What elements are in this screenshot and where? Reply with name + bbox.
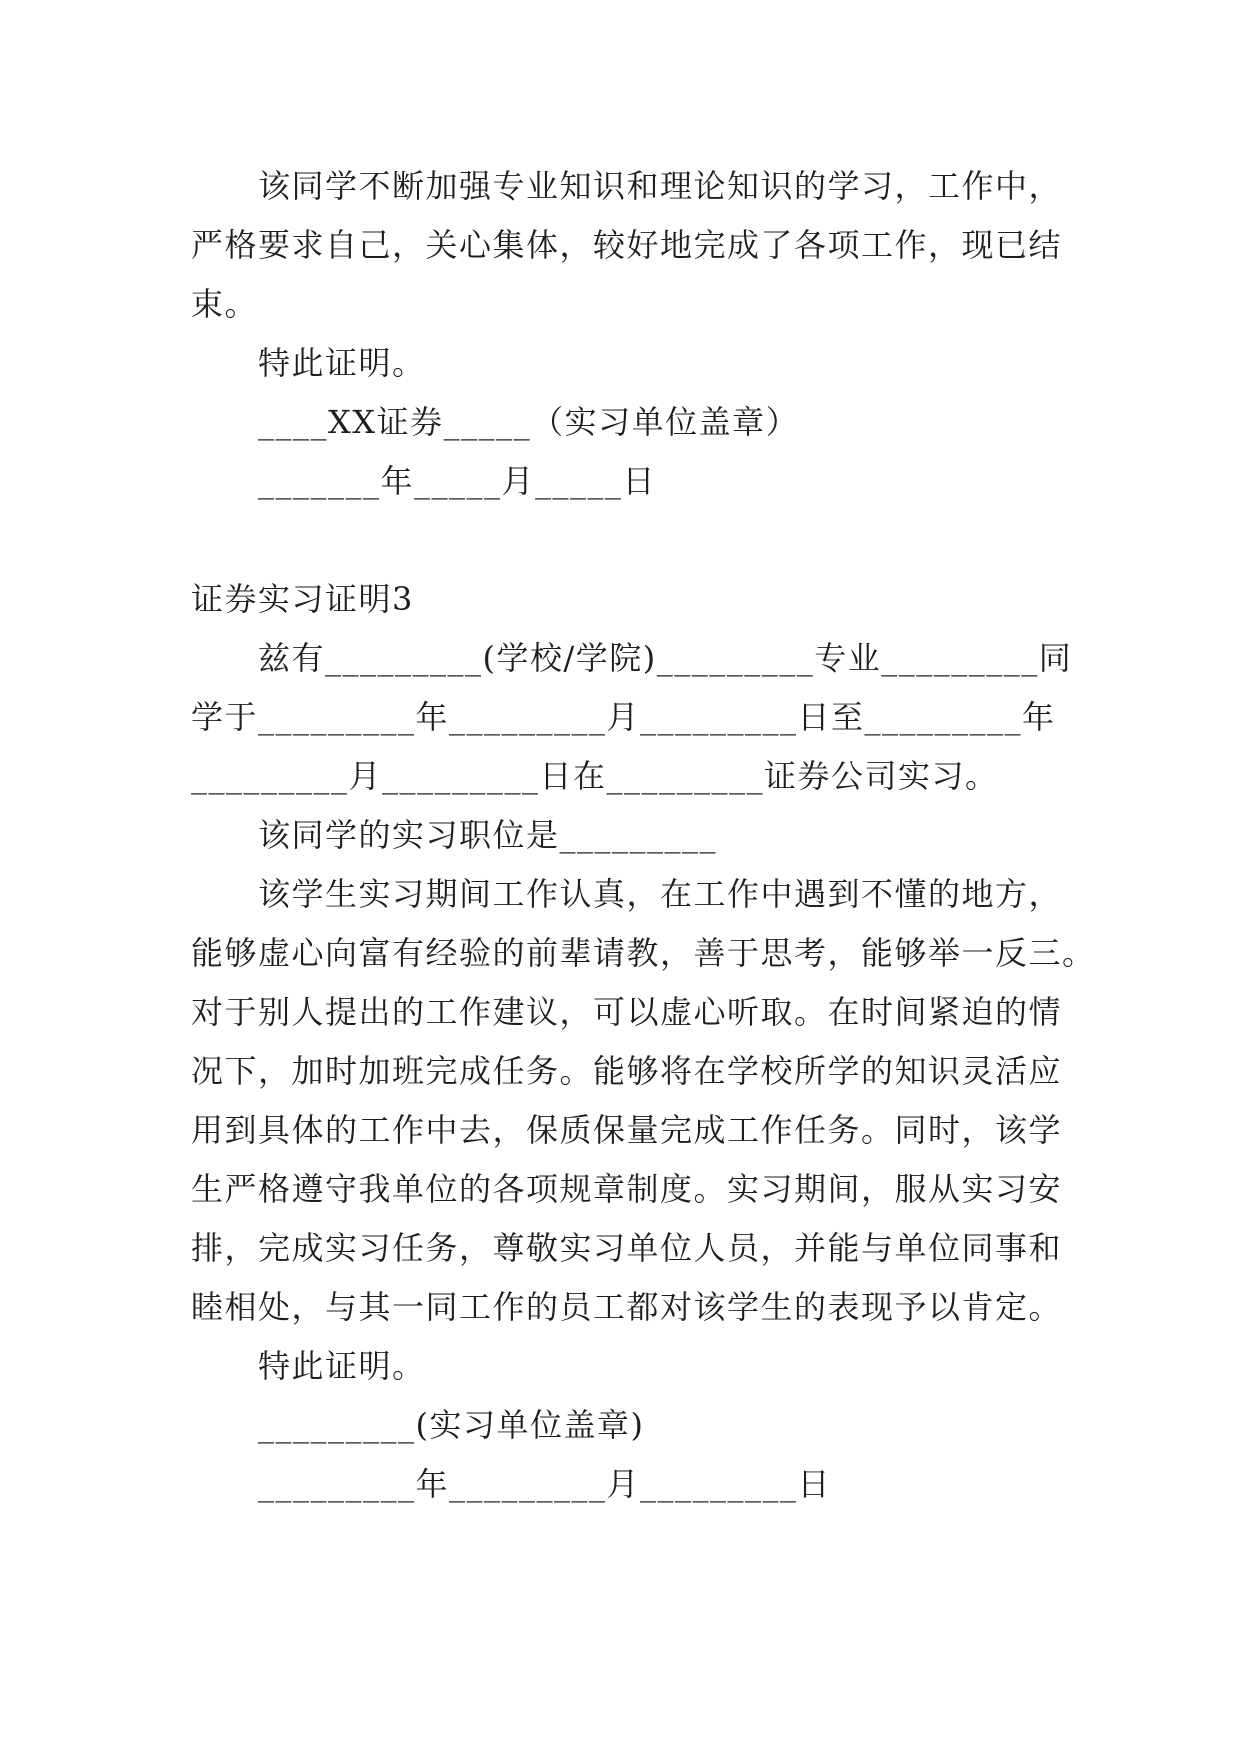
body-paragraph-line: 严格要求自己，关心集体，较好地完成了各项工作，现已结 [191, 226, 1063, 264]
body-paragraph-line: 该同学不断加强专业知识和理论知识的学习，工作中， [258, 167, 1063, 205]
date-line: _________年_________月_________日 [258, 1465, 832, 1503]
evaluation-line: 况下，加时加班完成任务。能够将在学校所学的知识灵活应 [191, 1052, 1063, 1090]
blank-line [0, 511, 1241, 570]
date-line: _______年_____月_____日 [258, 462, 657, 500]
intro-line: _________月_________日在_________证券公司实习。 [191, 757, 999, 795]
evaluation-line: 用到具体的工作中去，保质保量完成工作任务。同时，该学 [191, 1111, 1063, 1149]
evaluation-line: 该学生实习期间工作认真，在工作中遇到不懂的地方， [258, 875, 1063, 913]
closing-statement: 特此证明。 [258, 344, 426, 382]
body-paragraph-line: 束。 [191, 285, 259, 323]
evaluation-line: 能够虚心向富有经验的前辈请教，善于思考，能够举一反三。 [191, 934, 1096, 972]
evaluation-line: 睦相处，与其一同工作的员工都对该学生的表现予以肯定。 [191, 1288, 1063, 1326]
intro-line: 学于_________年_________月_________日至_________年 [191, 698, 1056, 736]
certificate-2-tail [0, 157, 1241, 511]
position-line: 该同学的实习职位是_________ [258, 816, 718, 854]
intro-line: 兹有_________(学校/学院)_________专业_________同 [258, 639, 1073, 677]
evaluation-line: 对于别人提出的工作建议，可以虚心听取。在时间紧迫的情 [191, 993, 1063, 1031]
certificate-3 [0, 570, 1241, 1514]
evaluation-line: 生严格遵守我单位的各项规章制度。实习期间，服从实习安 [191, 1170, 1063, 1208]
seal-line: _________(实习单位盖章) [258, 1406, 645, 1444]
certificate-title: 证券实习证明3 [191, 580, 414, 618]
seal-line: ____XX证券_____（实习单位盖章） [258, 403, 800, 441]
closing-statement: 特此证明。 [258, 1347, 426, 1385]
evaluation-line: 排，完成实习任务，尊敬实习单位人员，并能与单位同事和 [191, 1229, 1063, 1267]
